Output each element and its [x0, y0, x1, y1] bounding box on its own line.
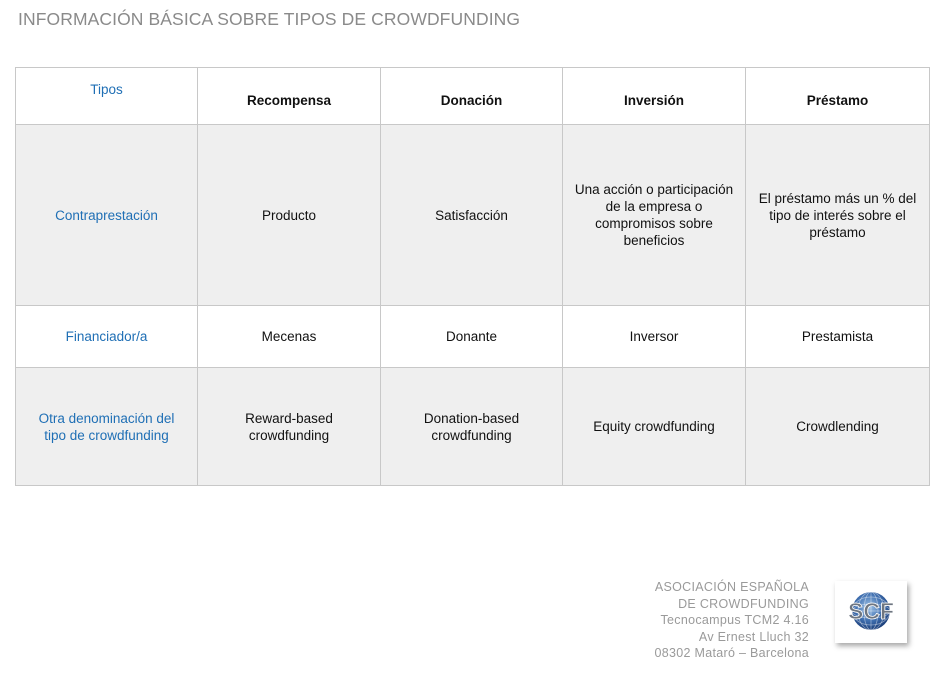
crowdfunding-types-table	[15, 67, 930, 486]
table-header-row	[16, 68, 930, 125]
column-header-inversion: Inversión	[563, 68, 746, 125]
association-logo	[835, 581, 907, 643]
table-cell: Producto	[198, 125, 381, 306]
page-title: INFORMACIÓN BÁSICA SOBRE TIPOS DE CROWDFUNDING	[18, 9, 521, 29]
table-cell: El préstamo más un % del tipo de interés sobre el préstamo	[746, 125, 930, 306]
table-cell: Equity crowdfunding	[563, 368, 746, 486]
table-row-contraprestacion	[16, 125, 930, 306]
table-cell: Prestamista	[746, 306, 930, 368]
table-cell: Reward-based crowdfunding	[198, 368, 381, 486]
table-cell: Una acción o participación de la empresa o compromisos sobre beneficios	[563, 125, 746, 306]
table-cell: Donante	[381, 306, 563, 368]
table-cell: Satisfacción	[381, 125, 563, 306]
address-line2: Av Ernest Lluch 32	[698, 629, 809, 644]
table-cell: Donation-based crowdfunding	[381, 368, 563, 486]
corner-label: Tipos	[16, 68, 198, 125]
column-header-recompensa: Recompensa	[198, 68, 381, 125]
association-address	[654, 579, 809, 662]
logo-text: SCF	[848, 598, 894, 624]
association-name-line1: ASOCIACIÓN ESPAÑOLA	[654, 580, 809, 594]
table-cell: Crowdlending	[746, 368, 930, 486]
address-line3: 08302 Mataró – Barcelona	[654, 646, 809, 660]
table-row-financiador	[16, 306, 930, 368]
table-cell: Inversor	[563, 306, 746, 368]
association-name-line2: DE CROWDFUNDING	[678, 596, 809, 611]
table-cell: Mecenas	[198, 306, 381, 368]
column-header-prestamo: Préstamo	[746, 68, 930, 125]
address-line1: Tecnocampus TCM2 4.16	[660, 613, 809, 627]
column-header-donacion: Donación	[381, 68, 563, 125]
row-label: Contraprestación	[16, 125, 198, 306]
row-label: Otra denominación del tipo de crowdfunding	[16, 368, 198, 486]
globe-logo-icon	[835, 581, 907, 643]
row-label: Financiador/a	[16, 306, 198, 368]
table-row-otra-denominacion	[16, 368, 930, 486]
